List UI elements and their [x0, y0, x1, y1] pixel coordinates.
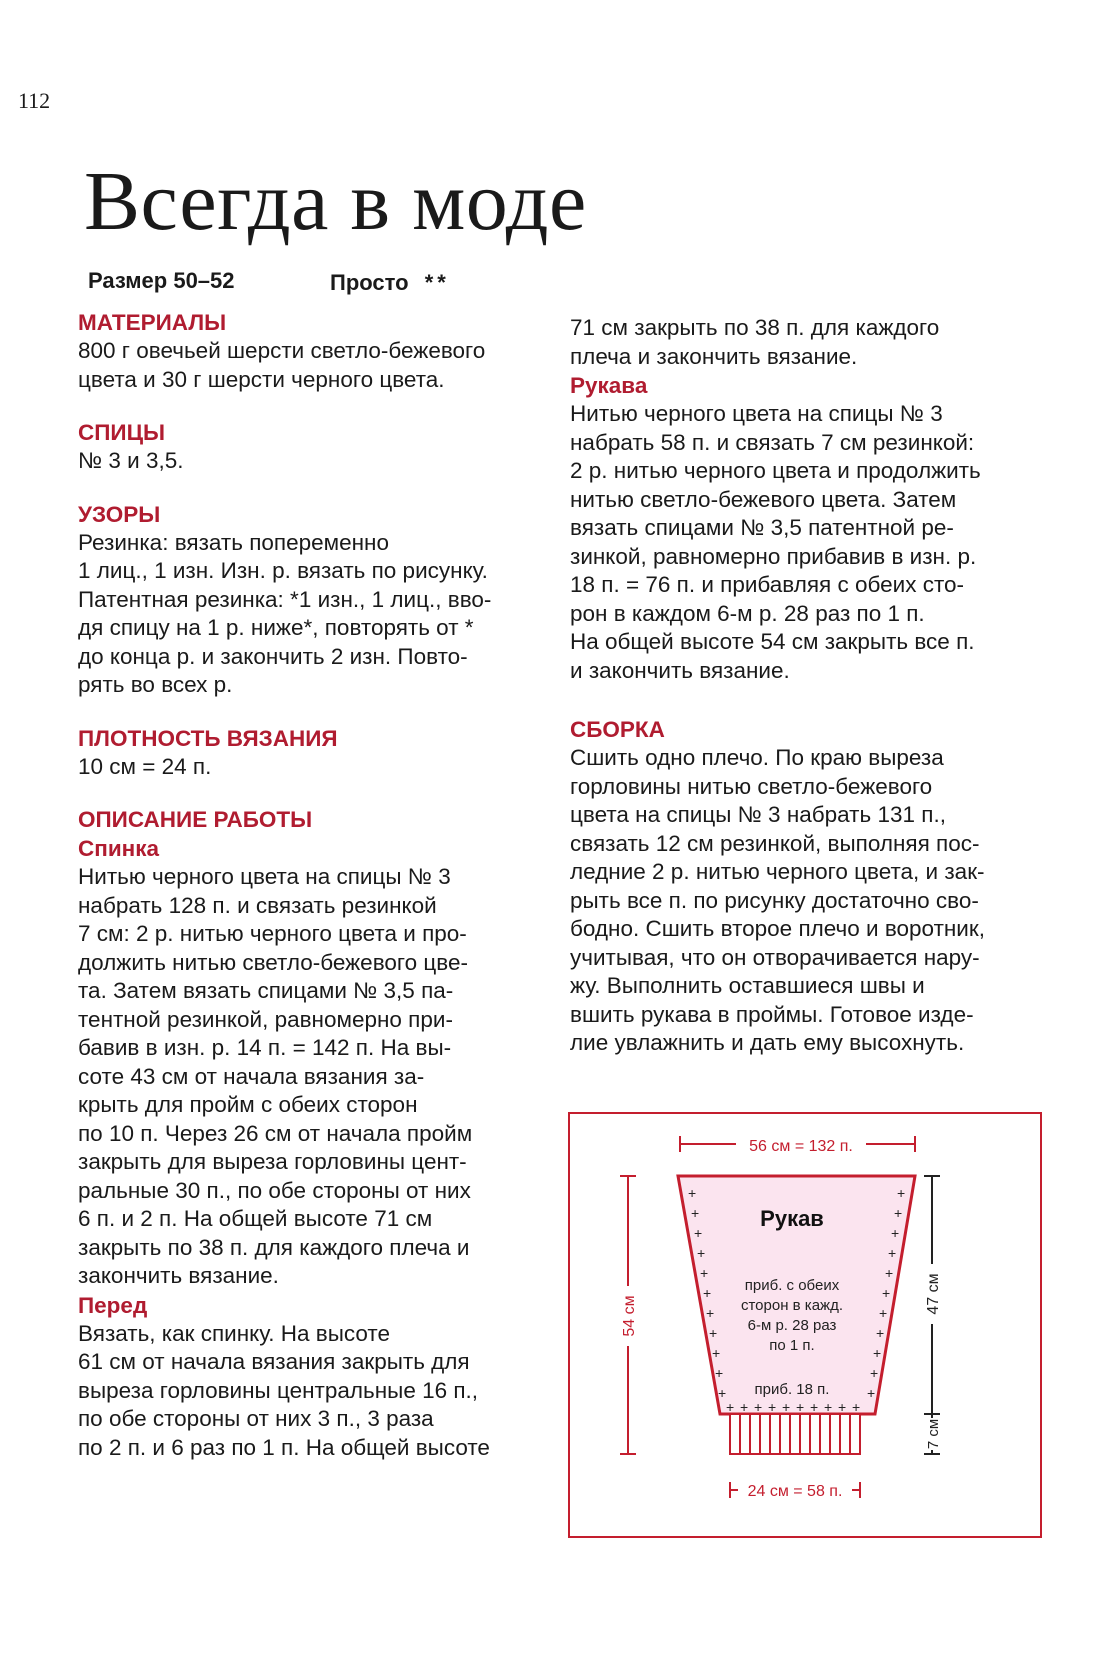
text-line: по 10 п. Через 26 см от начала пройм	[78, 1120, 473, 1146]
sleeve-diagram-svg	[570, 1114, 1040, 1536]
back-text	[78, 863, 548, 1291]
text-line: Сшить одно плечо. По краю выреза	[570, 745, 944, 770]
front-subheading: Перед	[78, 1292, 148, 1318]
patterns-heading: УЗОРЫ	[78, 501, 161, 527]
text-line: Нитью черного цвета на спицы № 3	[570, 401, 943, 426]
text-line: набрать 58 п. и связать 7 см резинкой:	[570, 429, 975, 455]
difficulty-label	[330, 270, 450, 296]
svg-text:+: +	[897, 1185, 906, 1201]
svg-text:+: +	[718, 1385, 727, 1401]
svg-text:+: +	[885, 1265, 894, 1281]
text-line: по 2 п. и 6 раз по 1 п. На общей высоте	[78, 1434, 490, 1460]
increase-note-line: сторон в кажд.	[740, 1297, 844, 1314]
text-line: 10 см = 24 п.	[78, 753, 212, 779]
svg-text:+: +	[824, 1399, 833, 1415]
text-line: нитью светло-бежевого цвета. Затем	[570, 486, 957, 512]
text-line: лие увлажнить и дать ему высохнуть.	[570, 1030, 965, 1055]
svg-text:+: +	[873, 1345, 882, 1361]
text-line: до конца р. и закончить 2 изн. Повто-	[78, 643, 468, 669]
svg-text:+: +	[709, 1325, 718, 1341]
needles-heading: СПИЦЫ	[78, 420, 166, 445]
description-heading: ОПИСАНИЕ РАБОТЫ	[78, 807, 313, 832]
front-text	[78, 1320, 548, 1463]
text-line: набрать 128 п. и связать резинкой	[78, 892, 437, 918]
text-line: 800 г овечьей шерсти светло-бежевого	[78, 338, 486, 363]
text-line: цвета и 30 г шерсти черного цвета.	[78, 366, 445, 392]
text-line: рыть все п. по рисунку достаточно сво-	[570, 887, 979, 913]
text-line: крыть для пройм с обеих сторон	[78, 1092, 418, 1117]
text-line: жу. Выполнить оставшиеся швы и	[570, 973, 925, 998]
text-line: горловины нитью светло-бежевого	[570, 773, 933, 799]
text-line: рон в каждом 6-м р. 28 раз по 1 п.	[570, 600, 925, 626]
text-line: 6 п. и 2 п. На общей высоте 71 см	[78, 1206, 433, 1231]
size-label: Размер 50–52	[88, 268, 235, 293]
svg-text:+: +	[694, 1225, 703, 1241]
text-line: вязать спицами № 3,5 патентной ре-	[570, 515, 954, 540]
needles-text	[78, 447, 548, 476]
svg-text:+: +	[894, 1205, 903, 1221]
text-line: № 3 и 3,5.	[78, 448, 184, 473]
svg-text:+: +	[740, 1399, 749, 1415]
front-continued-text	[570, 314, 1040, 371]
text-line: закончить вязание.	[78, 1263, 279, 1288]
left-dimension-label: 54 см	[621, 1295, 638, 1337]
right-dimension-upper-label: 47 см	[925, 1273, 942, 1315]
gauge-text	[78, 753, 548, 782]
text-line: 2 р. нитью черного цвета и продолжить	[570, 458, 981, 483]
svg-text:+: +	[703, 1285, 712, 1301]
svg-text:+: +	[697, 1245, 706, 1261]
right-dimension-lower-label: 7 см	[925, 1418, 942, 1450]
assembly-text	[570, 744, 1040, 1058]
svg-text:+: +	[768, 1399, 777, 1415]
materials-heading: МАТЕРИАЛЫ	[78, 310, 227, 335]
svg-text:+: +	[712, 1345, 721, 1361]
right-column	[570, 314, 1040, 1058]
svg-text:+: +	[796, 1399, 805, 1415]
text-line: Резинка: вязать попеременно	[78, 529, 389, 555]
text-line: ральные 30 п., по обе стороны от них	[78, 1177, 471, 1203]
svg-text:+: +	[876, 1325, 885, 1341]
left-column	[78, 308, 548, 1462]
text-line: учитывая, что он отворачивается нару-	[570, 944, 980, 970]
text-line: Вязать, как спинку. На высоте	[78, 1320, 391, 1346]
svg-text:+: +	[888, 1245, 897, 1261]
difficulty-text: Просто	[330, 270, 409, 295]
assembly-heading: СБОРКА	[570, 717, 665, 742]
svg-text:+: +	[891, 1225, 900, 1241]
gauge-heading: ПЛОТНОСТЬ ВЯЗАНИЯ	[78, 725, 338, 751]
text-line: вшить рукава в проймы. Готовое изде-	[570, 1001, 974, 1027]
svg-text:+: +	[838, 1399, 847, 1415]
text-line: закрыть по 38 п. для каждого плеча и	[78, 1234, 470, 1260]
text-line: та. Затем вязать спицами № 3,5 па-	[78, 978, 454, 1003]
increase-note-line: по 1 п.	[769, 1337, 815, 1354]
difficulty-stars: **	[424, 270, 450, 295]
bottom-dimension-label: 24 см = 58 п.	[747, 1483, 843, 1500]
sleeves-subheading: Рукава	[570, 373, 648, 398]
text-line: Нитью черного цвета на спицы № 3	[78, 864, 451, 889]
svg-text:+: +	[870, 1365, 879, 1381]
page-title: Всегда в моде	[84, 155, 587, 248]
diagram-title: Рукав	[760, 1206, 824, 1231]
svg-text:+: +	[882, 1285, 891, 1301]
svg-text:+: +	[726, 1399, 735, 1415]
page-number: 112	[18, 88, 51, 113]
text-line: бавив в изн. р. 14 п. = 142 п. На вы-	[78, 1035, 452, 1060]
sleeves-text	[570, 400, 1040, 685]
text-line: закрыть для выреза горловины цент-	[78, 1149, 467, 1174]
text-line: дя спицу на 1 р. ниже*, повторять от *	[78, 615, 474, 640]
back-subheading: Спинка	[78, 836, 160, 861]
text-line: На общей высоте 54 см закрыть все п.	[570, 629, 975, 654]
text-line: 18 п. = 76 п. и прибавляя с обеих сто-	[570, 572, 965, 597]
svg-text:+: +	[688, 1185, 697, 1201]
text-line: ледние 2 р. нитью черного цвета, и зак-	[570, 859, 985, 884]
svg-text:+: +	[706, 1305, 715, 1321]
svg-text:+: +	[879, 1305, 888, 1321]
svg-text:+: +	[782, 1399, 791, 1415]
top-dimension-label: 56 см = 132 п.	[749, 1138, 853, 1155]
sleeve-diagram	[568, 1112, 1042, 1538]
text-line: связать 12 см резинкой, выполняя пос-	[570, 830, 980, 856]
text-line: рять во всех р.	[78, 672, 233, 697]
text-line: зинкой, равномерно прибавив в изн. р.	[570, 543, 977, 569]
increase-note-line: 6-м р. 28 раз	[747, 1317, 837, 1334]
svg-text:+: +	[867, 1385, 876, 1401]
text-line: 1 лиц., 1 изн. Изн. р. вязать по рисунку.	[78, 558, 488, 583]
patterns-text	[78, 529, 548, 700]
text-line: по обе стороны от них 3 п., 3 раза	[78, 1406, 434, 1431]
text-line: бодно. Сшить второе плечо и воротник,	[570, 916, 985, 941]
text-line: Патентная резинка: *1 изн., 1 лиц., вво-	[78, 586, 492, 612]
text-line: должить нитью светло-бежевого цве-	[78, 949, 468, 975]
text-line: 61 см от начала вязания закрыть для	[78, 1349, 470, 1374]
svg-text:+: +	[810, 1399, 819, 1415]
text-line: 7 см: 2 р. нитью черного цвета и про-	[78, 921, 467, 946]
svg-text:+: +	[715, 1365, 724, 1381]
cast-on-note: приб. 18 п.	[754, 1381, 830, 1398]
text-line: соте 43 см от начала вязания за-	[78, 1063, 425, 1089]
increase-note-line: приб. с обеих	[744, 1277, 840, 1294]
text-line: тентной резинкой, равномерно при-	[78, 1006, 453, 1032]
text-line: выреза горловины центральные 16 п.,	[78, 1377, 479, 1403]
materials-text	[78, 337, 548, 394]
text-line: и закончить вязание.	[570, 657, 790, 683]
svg-text:+: +	[691, 1205, 700, 1221]
text-line: 71 см закрыть по 38 п. для каждого	[570, 315, 940, 340]
text-line: плеча и закончить вязание.	[570, 343, 858, 369]
svg-text:+: +	[754, 1399, 763, 1415]
text-line: цвета на спицы № 3 набрать 131 п.,	[570, 802, 946, 827]
svg-text:+: +	[700, 1265, 709, 1281]
svg-text:+: +	[852, 1399, 861, 1415]
